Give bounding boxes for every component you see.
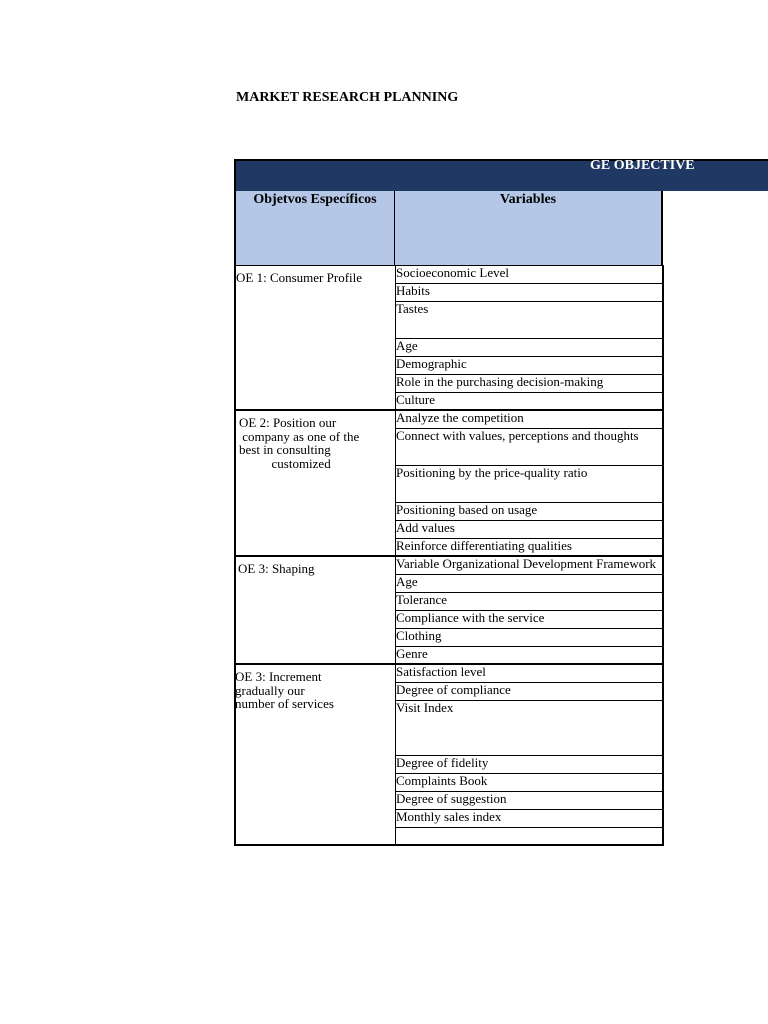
column-divider bbox=[395, 556, 396, 664]
variable-cell: Clothing bbox=[396, 628, 442, 643]
header-objectives: Objetvos Específicos bbox=[234, 191, 395, 265]
variable-cell: Degree of compliance bbox=[396, 682, 511, 697]
variable-cell: Visit Index bbox=[396, 700, 454, 715]
column-divider bbox=[395, 664, 396, 845]
header-band-label: GE OBJECTIVE bbox=[590, 158, 695, 173]
table-border bbox=[662, 556, 664, 665]
document-title: MARKET RESEARCH PLANNING bbox=[236, 90, 459, 105]
row-divider bbox=[395, 827, 664, 828]
objective-cell: OE 1: Consumer Profile bbox=[236, 270, 363, 285]
objective-cell: OE 3: Shaping bbox=[238, 561, 315, 576]
variable-cell: Analyze the competition bbox=[396, 410, 524, 425]
variable-cell: Add values bbox=[396, 520, 455, 535]
variable-cell: Degree of suggestion bbox=[396, 791, 507, 806]
variable-cell: Degree of fidelity bbox=[396, 755, 489, 770]
column-divider bbox=[395, 265, 396, 410]
variable-cell: Compliance with the service bbox=[396, 610, 545, 625]
variable-cell: Demographic bbox=[396, 356, 467, 371]
table-border bbox=[662, 265, 664, 411]
variable-cell: Satisfaction level bbox=[396, 664, 486, 679]
variable-cell: Reinforce differentiating qualities bbox=[396, 538, 572, 553]
variable-cell: Positioning by the price-quality ratio bbox=[396, 465, 588, 480]
variable-cell: Positioning based on usage bbox=[396, 502, 538, 517]
variable-cell: Role in the purchasing decision-making bbox=[396, 374, 604, 389]
variable-cell: Age bbox=[396, 338, 418, 353]
variable-cell: Complaints Book bbox=[396, 773, 488, 788]
variable-cell: Genre bbox=[396, 646, 428, 661]
variable-cell: Age bbox=[396, 574, 418, 589]
variable-cell: Socioeconomic Level bbox=[396, 265, 509, 280]
objective-cell: OE 2: Position our company as one of the best in consulting customized bbox=[239, 415, 360, 471]
header-variables: Variables bbox=[395, 191, 663, 265]
table-border bbox=[662, 410, 664, 557]
variable-cell: Habits bbox=[396, 283, 430, 298]
group-divider bbox=[234, 844, 664, 846]
variable-cell: Variable Organizational Development Framework bbox=[396, 556, 657, 571]
variable-cell: Tastes bbox=[396, 301, 429, 316]
variable-cell: Monthly sales index bbox=[396, 809, 502, 824]
table-border bbox=[234, 410, 236, 557]
objective-cell: OE 3: Increment gradually our number of services bbox=[235, 669, 334, 711]
table-border bbox=[234, 265, 236, 411]
variable-cell: Culture bbox=[396, 392, 435, 407]
variable-cell: Connect with values, perceptions and thoughts bbox=[396, 428, 639, 443]
table-border bbox=[662, 664, 664, 846]
variable-cell: Tolerance bbox=[396, 592, 448, 607]
table-border bbox=[234, 556, 236, 665]
column-divider bbox=[395, 410, 396, 556]
